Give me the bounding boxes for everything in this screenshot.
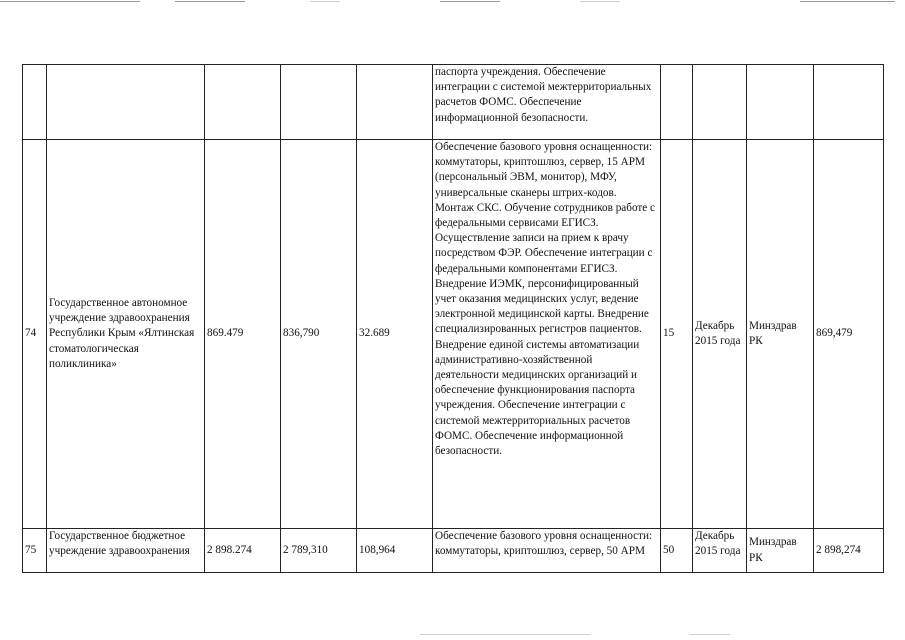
amount-cell	[281, 65, 357, 140]
amount-cell: 2 789,310	[281, 529, 357, 573]
scan-artifact-top	[800, 1, 895, 2]
row-number-cell	[23, 65, 47, 140]
organization-cell: Государственное автономное учреждение здравоохранения Республики Крым «Ялтинская стоматологическая поликлиника»	[47, 140, 205, 529]
amount-cell: 32.689	[357, 140, 433, 529]
sum-cell	[814, 65, 884, 140]
deadline-cell	[693, 65, 747, 140]
total-cell: 2 898.274	[205, 529, 281, 573]
responsible-cell: Минздрав РК	[747, 140, 814, 529]
sum-cell: 2 898,274	[814, 529, 884, 573]
total-cell	[205, 65, 281, 140]
deadline-cell: Декабрь 2015 года	[693, 529, 747, 573]
sum-cell: 869,479	[814, 140, 884, 529]
responsible-cell: Минздрав РК	[747, 529, 814, 573]
scan-artifact-bottom	[690, 634, 730, 635]
row-number-cell: 75	[23, 529, 47, 573]
table-row	[23, 140, 884, 529]
quantity-cell	[661, 65, 693, 140]
description-cell: Обеспечение базового уровня оснащенности: коммутаторы, криптошлюз, сервер, 50 АРМ	[433, 529, 661, 573]
scan-artifact-top	[0, 1, 140, 2]
responsible-cell	[747, 65, 814, 140]
total-cell: 869.479	[205, 140, 281, 529]
quantity-cell: 15	[661, 140, 693, 529]
scan-artifact-top	[440, 1, 500, 2]
amount-cell: 108,964	[357, 529, 433, 573]
table-row	[23, 529, 884, 573]
amount-cell	[357, 65, 433, 140]
deadline-cell: Декабрь 2015 года	[693, 140, 747, 529]
description-cell: Обеспечение базового уровня оснащенности: коммутаторы, криптошлюз, сервер, 15 АРМ (персональный ЭВМ, монитор), МФУ, универсальные сканеры штрих-кодов. Монтаж СКС. Обучение сотрудников работе с федеральными сервисами ЕГИСЗ. Осуществление записи на прием к врачу посредством ФЭР. Обеспечение интеграции с федеральными компонентами ЕГИСЗ. Внедрение ИЭМК, персонифицированный учет оказания медицинских услуг, ведение электронной медицинской карты. Внедрение специализированных регистров пациентов. Внедрение единой системы автоматизации административно-хозяйственной деятельности медицинских организаций и обеспечение функционирования паспорта учреждения. Обеспечение интеграции с системой межтерриториальных расчетов ФОМС. Обеспечение информационной безопасности.	[433, 140, 661, 529]
amount-cell: 836,790	[281, 140, 357, 529]
row-number-cell: 74	[23, 140, 47, 529]
table-row	[23, 65, 884, 140]
scan-artifact-top	[175, 1, 245, 2]
description-cell: паспорта учреждения. Обеспечение интеграции с системой межтерриториальных расчетов ФОМС. Обеспечение информационной безопасности.	[433, 65, 661, 140]
organization-cell	[47, 65, 205, 140]
scan-artifact-top	[580, 1, 620, 2]
organization-cell: Государственное бюджетное учреждение здравоохранения	[47, 529, 205, 573]
scan-artifact-bottom	[420, 634, 590, 635]
scan-artifact-top	[310, 1, 340, 2]
document-table	[22, 64, 884, 573]
quantity-cell: 50	[661, 529, 693, 573]
